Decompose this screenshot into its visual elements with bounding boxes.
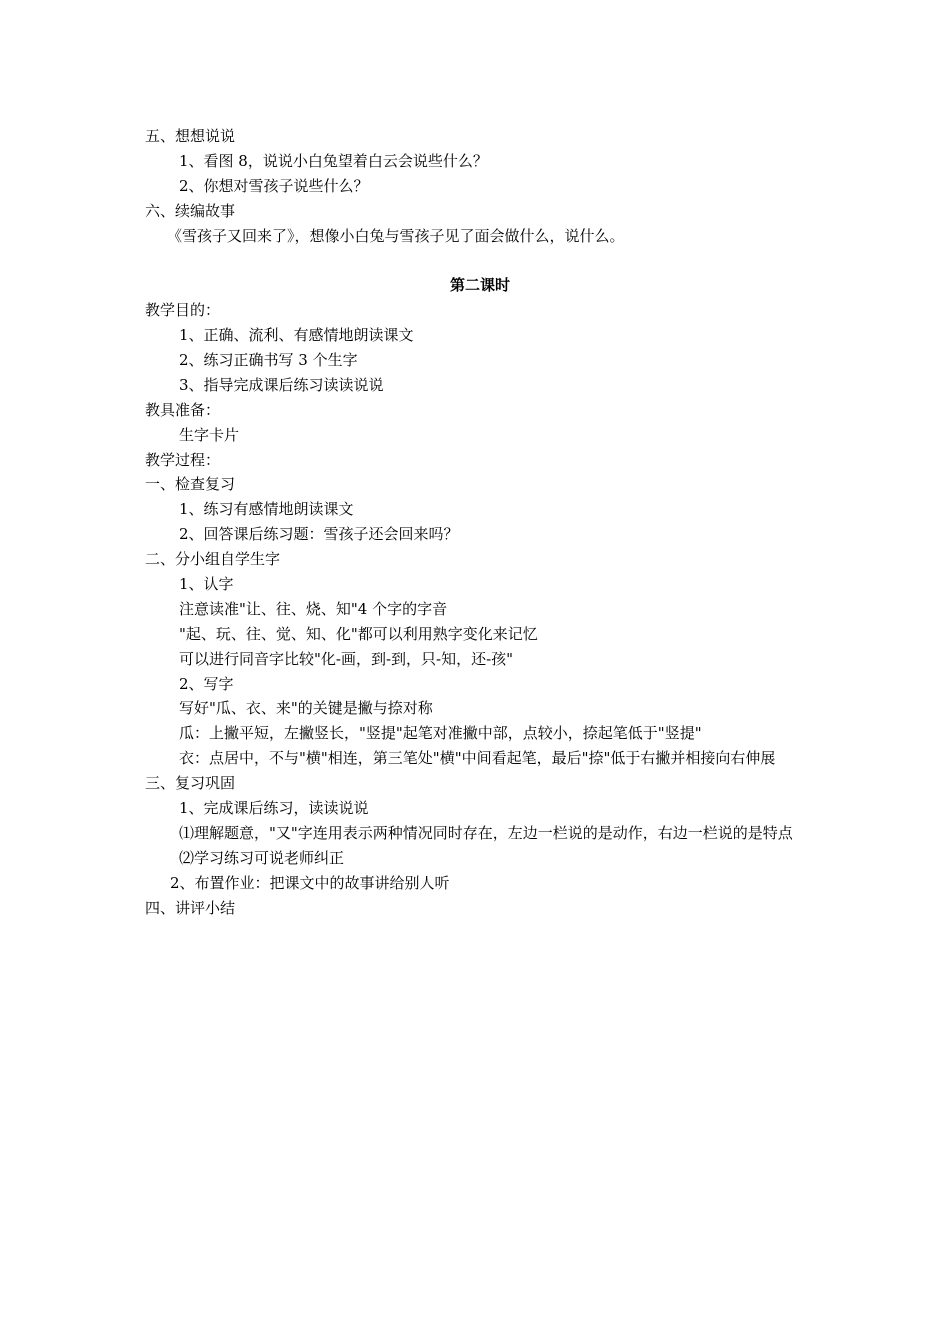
list-item: 瓜：上撇平短，左撇竖长，"竖提"起笔对准撇中部，点较小，捺起笔低于"竖提" bbox=[179, 724, 702, 743]
process-heading: 教学过程： bbox=[145, 450, 221, 469]
list-item: 1、正确、流利、有感情地朗读课文 bbox=[179, 326, 414, 345]
list-item: ⑵学习练习可说老师纠正 bbox=[179, 848, 345, 867]
goals-heading: 教学目的： bbox=[145, 301, 221, 320]
list-item: "起、玩、往、觉、知、化"都可以利用熟字变化来记忆 bbox=[179, 624, 538, 643]
section-heading-two: 二、分小组自学生字 bbox=[145, 550, 281, 569]
section-heading-six: 六、续编故事 bbox=[145, 201, 236, 220]
page-title: 第二课时 bbox=[449, 276, 510, 295]
list-item: 2、练习正确书写 3 个生字 bbox=[179, 351, 358, 370]
section-heading-one: 一、检查复习 bbox=[145, 475, 236, 494]
section-heading-three: 三、复习巩固 bbox=[145, 774, 236, 793]
list-item: 1、练习有感情地朗读课文 bbox=[179, 500, 354, 519]
paragraph: ⑴理解题意，"又"字连用表示两种情况同时存在，左边一栏说的是动作，右边一栏说的是特点 bbox=[179, 823, 793, 842]
list-item: 2、你想对雪孩子说些什么？ bbox=[179, 176, 369, 195]
list-item: 2、回答课后练习题：雪孩子还会回来吗？ bbox=[179, 525, 459, 544]
list-item: 可以进行同音字比较"化-画，到-到，只-知，还-孩" bbox=[179, 649, 514, 668]
tools-heading: 教具准备： bbox=[145, 400, 221, 419]
document-page bbox=[145, 124, 815, 921]
list-item: 注意读准"让、往、烧、知"4 个字的字音 bbox=[179, 599, 448, 618]
paragraph: 衣：点居中，不与"横"相连，第三笔处"横"中间看起笔，最后"捺"低于右撇并相接向右伸展 bbox=[179, 749, 776, 768]
list-item: 3、指导完成课后练习读读说说 bbox=[179, 375, 384, 394]
list-item: 写好"瓜、衣、来"的关键是撇与捺对称 bbox=[179, 699, 433, 718]
list-item: 2、布置作业：把课文中的故事讲给别人听 bbox=[170, 873, 450, 892]
subheading: 2、写字 bbox=[179, 674, 234, 693]
section-heading-five: 五、想想说说 bbox=[145, 127, 236, 145]
list-item: 生字卡片 bbox=[179, 425, 240, 444]
paragraph: 《雪孩子又回来了》，想像小白兔与雪孩子见了面会做什么，说什么。 bbox=[167, 226, 625, 245]
list-item: 1、完成课后练习，读读说说 bbox=[179, 799, 369, 818]
section-heading-four: 四、讲评小结 bbox=[145, 898, 236, 917]
subheading: 1、认字 bbox=[179, 575, 234, 594]
list-item: 1、看图 8，说说小白兔望着白云会说些什么？ bbox=[179, 151, 488, 170]
